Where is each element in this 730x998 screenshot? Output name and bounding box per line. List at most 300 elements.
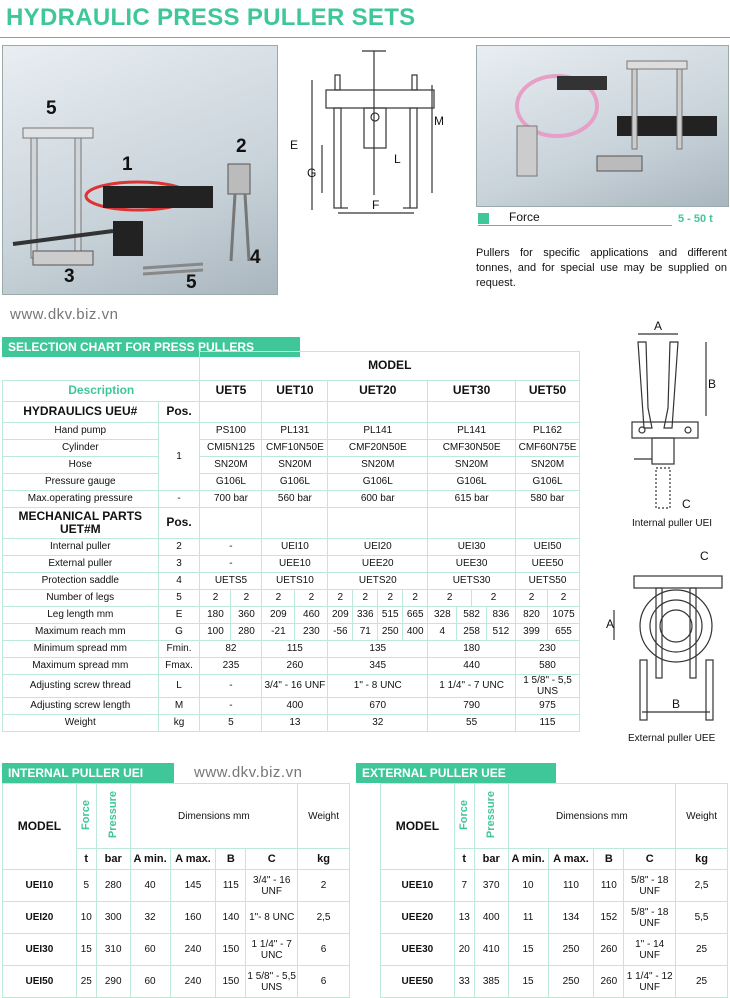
- split-cell: [516, 623, 580, 640]
- row-subvalue: 2: [352, 590, 377, 606]
- unit-header: A min.: [508, 849, 548, 870]
- split-cell: [328, 623, 428, 640]
- value-cell: 11: [508, 902, 548, 934]
- internal-dimensions-header: Dimensions mm: [130, 784, 297, 849]
- table-row: [3, 902, 350, 934]
- row-value: SN20M: [428, 456, 516, 473]
- row-value: UEI30: [428, 538, 516, 555]
- external-weight-header: Weight: [676, 784, 728, 849]
- row-value: 115: [516, 714, 580, 731]
- table-row: [381, 870, 728, 902]
- value-cell: 7: [454, 870, 474, 902]
- row-value: SN20M: [200, 456, 262, 473]
- unit-header: bar: [96, 849, 130, 870]
- value-cell: 6: [298, 966, 350, 998]
- row-value: UETS5: [200, 572, 262, 589]
- puller-set-illustration: [3, 46, 277, 294]
- row-label: Adjusting screw length: [3, 697, 159, 714]
- value-cell: 25: [76, 966, 96, 998]
- row-subvalue: 336: [352, 607, 377, 623]
- row-subvalue: 180: [207, 608, 224, 620]
- unit-header: C: [624, 849, 676, 870]
- internal-label-a: A: [654, 319, 663, 333]
- value-cell: 290: [96, 966, 130, 998]
- row-subvalue: -56: [333, 625, 348, 637]
- value-cell: 6: [298, 934, 350, 966]
- value-cell: 3/4" - 16 UNF: [246, 870, 298, 902]
- row-value: G106L: [200, 473, 262, 490]
- row-value: 55: [428, 714, 516, 731]
- drawing-crossbar: [326, 90, 434, 108]
- row-subvalue: 2: [275, 591, 282, 603]
- row-value: 13: [262, 714, 328, 731]
- table-row: [381, 966, 728, 998]
- row-value: UEE20: [328, 555, 428, 572]
- value-cell: 250: [548, 966, 594, 998]
- value-cell: 150: [216, 966, 246, 998]
- value-cell: 5: [76, 870, 96, 902]
- external-puller-table: [380, 783, 728, 998]
- split-cell: [428, 589, 516, 606]
- value-cell: 110: [548, 870, 594, 902]
- row-pos: Fmax.: [158, 657, 200, 674]
- external-puller-caption: External puller UEE: [628, 733, 716, 744]
- value-cell: 25: [676, 934, 728, 966]
- row-label: Number of legs: [3, 589, 159, 606]
- row-value: 135: [328, 640, 428, 657]
- row-value: PL162: [516, 422, 580, 439]
- pos-header-mechanical: Pos.: [158, 507, 200, 538]
- row-label: Minimum spread mm: [3, 640, 159, 657]
- model-cell: UEI30: [3, 934, 77, 966]
- row-label: Maximum reach mm: [3, 623, 159, 640]
- table-row: [381, 902, 728, 934]
- row-subvalue: 100: [207, 625, 224, 637]
- row-label: Maximum spread mm: [3, 657, 159, 674]
- external-force-header: Force: [457, 799, 470, 830]
- row-value: PL141: [328, 422, 428, 439]
- drawing-label-m: M: [434, 114, 444, 128]
- value-cell: 20: [454, 934, 474, 966]
- force-range: 5 - 50 t: [678, 213, 713, 225]
- row-value: 345: [328, 657, 428, 674]
- row-value: UETS30: [428, 572, 516, 589]
- unit-header: t: [76, 849, 96, 870]
- row-label: Internal puller: [3, 538, 159, 555]
- row-pos: 2: [158, 538, 200, 555]
- row-value: UEI50: [516, 538, 580, 555]
- internal-puller-caption: Internal puller UEI: [632, 518, 713, 529]
- row-subvalue: 399: [523, 625, 540, 637]
- watermark-top: www.dkv.biz.vn: [10, 306, 119, 323]
- max-pressure-value: 600 bar: [328, 490, 428, 507]
- row-value: 1 5/8" - 5,5 UNS: [516, 674, 580, 697]
- value-cell: 10: [76, 902, 96, 934]
- callout-5-bottom: 5: [186, 272, 197, 293]
- value-cell: 1" - 14 UNF: [624, 934, 676, 966]
- row-subvalue: 515: [377, 607, 402, 623]
- row-subvalue: 2: [212, 591, 219, 603]
- external-dimensions-header: Dimensions mm: [508, 784, 675, 849]
- internal-label-c: C: [682, 497, 691, 511]
- table-row: [3, 538, 580, 555]
- row-value: PL131: [262, 422, 328, 439]
- row-value: 235: [200, 657, 262, 674]
- value-cell: 280: [96, 870, 130, 902]
- value-cell: 385: [474, 966, 508, 998]
- internal-pressure-header: Pressure: [106, 790, 119, 839]
- model-uet30: UET30: [428, 380, 516, 401]
- model-uet5: UET5: [200, 380, 262, 401]
- table-row: [3, 934, 350, 966]
- row-value: 82: [200, 640, 262, 657]
- row-value: 115: [262, 640, 328, 657]
- row-subvalue: 258: [456, 624, 485, 640]
- row-value: -: [200, 697, 262, 714]
- row-pos: 4: [158, 572, 200, 589]
- value-cell: 15: [508, 934, 548, 966]
- row-value: -: [200, 555, 262, 572]
- value-cell: 10: [508, 870, 548, 902]
- model-uet10: UET10: [262, 380, 328, 401]
- model-header: MODEL: [200, 352, 580, 381]
- value-cell: 13: [454, 902, 474, 934]
- split-cell: [328, 606, 428, 623]
- row-label: Protection saddle: [3, 572, 159, 589]
- mechanical-title: MECHANICAL PARTS UET#M: [3, 507, 159, 538]
- row-value: 180: [428, 640, 516, 657]
- value-cell: 1 5/8" - 5,5 UNS: [246, 966, 298, 998]
- row-value: CMI5N125: [200, 439, 262, 456]
- row-value: -: [200, 538, 262, 555]
- row-value: CMF60N75E: [516, 439, 580, 456]
- split-cell: [516, 589, 580, 606]
- max-pressure-value: 700 bar: [200, 490, 262, 507]
- row-value: 260: [262, 657, 328, 674]
- row-subvalue: 655: [547, 624, 579, 640]
- row-subvalue: 836: [486, 607, 515, 623]
- max-pressure-value: 580 bar: [516, 490, 580, 507]
- row-label: Leg length mm: [3, 606, 159, 623]
- row-value: PL141: [428, 422, 516, 439]
- row-value: G106L: [516, 473, 580, 490]
- value-cell: 300: [96, 902, 130, 934]
- row-value: 230: [516, 640, 580, 657]
- row-subvalue: 2: [471, 590, 515, 606]
- callout-3: 3: [64, 266, 75, 287]
- description-header: Description: [3, 380, 200, 401]
- value-cell: 32: [130, 902, 170, 934]
- row-label: Weight: [3, 714, 159, 731]
- row-subvalue: 2: [294, 590, 327, 606]
- row-subvalue: 2: [547, 590, 579, 606]
- row-label: Cylinder: [3, 439, 159, 456]
- value-cell: 140: [216, 902, 246, 934]
- force-label: Force: [509, 210, 540, 224]
- table-row: [3, 640, 580, 657]
- unit-header: A max.: [548, 849, 594, 870]
- value-cell: 310: [96, 934, 130, 966]
- unit-header: C: [246, 849, 298, 870]
- force-marker: [478, 213, 489, 224]
- row-value: UEI20: [328, 538, 428, 555]
- row-pos: M: [158, 697, 200, 714]
- row-value: UETS10: [262, 572, 328, 589]
- row-value: 32: [328, 714, 428, 731]
- row-value: SN20M: [262, 456, 328, 473]
- row-label: Pressure gauge: [3, 473, 159, 490]
- row-label: External puller: [3, 555, 159, 572]
- row-value: 580: [516, 657, 580, 674]
- row-subvalue: 2: [446, 591, 453, 603]
- value-cell: 25: [676, 966, 728, 998]
- row-subvalue: 2: [377, 590, 402, 606]
- value-cell: 2,5: [298, 902, 350, 934]
- row-subvalue: 71: [352, 624, 377, 640]
- page-title: HYDRAULIC PRESS PULLER SETS: [6, 4, 416, 31]
- drawing-label-f: F: [372, 198, 380, 212]
- row-value: 670: [328, 697, 428, 714]
- row-subvalue: 2: [337, 591, 344, 603]
- unit-header: t: [454, 849, 474, 870]
- row-pos: Fmin.: [158, 640, 200, 657]
- row-value: 1" - 8 UNC: [328, 674, 428, 697]
- table-row: [3, 439, 580, 456]
- row-pos: G: [158, 623, 200, 640]
- value-cell: 260: [594, 966, 624, 998]
- table-row: [3, 674, 580, 697]
- split-cell: [200, 606, 262, 623]
- row-value: 975: [516, 697, 580, 714]
- table-row: [3, 697, 580, 714]
- external-pressure-header: Pressure: [484, 790, 497, 839]
- row-subvalue: 2: [528, 591, 535, 603]
- row-pos: L: [158, 674, 200, 697]
- split-cell: [200, 623, 262, 640]
- row-subvalue: 582: [456, 607, 485, 623]
- product-photo-set: [2, 45, 278, 295]
- value-cell: 150: [216, 934, 246, 966]
- row-subvalue: 820: [523, 608, 540, 620]
- model-uet50: UET50: [516, 380, 580, 401]
- row-subvalue: 512: [486, 624, 515, 640]
- drawing-label-e: E: [290, 138, 299, 152]
- external-label-b: B: [672, 697, 681, 711]
- hydraulics-title: HYDRAULICS UEU#: [3, 401, 159, 422]
- row-value: UETS50: [516, 572, 580, 589]
- row-value: 3/4" - 16 UNF: [262, 674, 328, 697]
- row-value: UEE30: [428, 555, 516, 572]
- value-cell: 15: [508, 966, 548, 998]
- row-value: CMF30N50E: [428, 439, 516, 456]
- table-row: [3, 714, 580, 731]
- table-row: [3, 606, 580, 623]
- unit-header: kg: [676, 849, 728, 870]
- row-subvalue: 1075: [547, 607, 579, 623]
- split-cell: [328, 589, 428, 606]
- row-value: SN20M: [328, 456, 428, 473]
- value-cell: 370: [474, 870, 508, 902]
- external-label-c: C: [700, 549, 709, 563]
- internal-force-header: Force: [79, 799, 92, 830]
- row-value: UEI10: [262, 538, 328, 555]
- split-cell: [516, 606, 580, 623]
- model-cell: UEI50: [3, 966, 77, 998]
- internal-puller-table: [2, 783, 350, 998]
- value-cell: 134: [548, 902, 594, 934]
- external-table-heading: EXTERNAL PULLER UEE: [356, 763, 556, 783]
- table-row: [3, 589, 580, 606]
- row-subvalue: -21: [271, 625, 286, 637]
- unit-header: B: [216, 849, 246, 870]
- unit-header: bar: [474, 849, 508, 870]
- row-subvalue: 2: [402, 590, 427, 606]
- force-rule: [478, 225, 672, 226]
- title-rule: [0, 37, 730, 38]
- split-cell: [262, 623, 328, 640]
- value-cell: 250: [548, 934, 594, 966]
- max-pressure-pos: -: [158, 490, 200, 507]
- row-value: PS100: [200, 422, 262, 439]
- table-row: [381, 934, 728, 966]
- value-cell: 145: [170, 870, 216, 902]
- value-cell: 33: [454, 966, 474, 998]
- row-pos: 5: [158, 589, 200, 606]
- internal-puller-drawing: [596, 318, 726, 533]
- row-subvalue: 360: [230, 607, 261, 623]
- value-cell: 410: [474, 934, 508, 966]
- value-cell: 115: [216, 870, 246, 902]
- model-cell: UEE30: [381, 934, 455, 966]
- value-cell: 2: [298, 870, 350, 902]
- pos-header-hydraulics: Pos.: [158, 401, 200, 422]
- selection-chart: [2, 351, 580, 732]
- row-value: 400: [262, 697, 328, 714]
- split-cell: [428, 623, 516, 640]
- selection-chart-heading: SELECTION CHART FOR PRESS PULLERS: [2, 337, 300, 357]
- split-cell: [428, 606, 516, 623]
- internal-table-heading: INTERNAL PULLER UEI: [2, 763, 174, 783]
- value-cell: 110: [594, 870, 624, 902]
- value-cell: 152: [594, 902, 624, 934]
- callout-4: 4: [250, 247, 261, 268]
- row-subvalue: 209: [331, 608, 349, 620]
- value-cell: 60: [130, 934, 170, 966]
- value-cell: 5/8" - 18 UNF: [624, 902, 676, 934]
- split-cell: [262, 606, 328, 623]
- row-value: CMF20N50E: [328, 439, 428, 456]
- table-row: [3, 870, 350, 902]
- value-cell: 240: [170, 966, 216, 998]
- row-subvalue: 280: [230, 624, 261, 640]
- drawing-label-l: L: [394, 152, 401, 166]
- value-cell: 160: [170, 902, 216, 934]
- model-uet20: UET20: [328, 380, 428, 401]
- row-value: 1 1/4" - 7 UNC: [428, 674, 516, 697]
- internal-label-b: B: [708, 377, 717, 391]
- row-label: Hand pump: [3, 422, 159, 439]
- table-row: [3, 555, 580, 572]
- table-row: [3, 657, 580, 674]
- table-row: [3, 623, 580, 640]
- row-subvalue: 665: [402, 607, 427, 623]
- row-value: G106L: [328, 473, 428, 490]
- row-subvalue: 400: [402, 624, 427, 640]
- value-cell: 15: [76, 934, 96, 966]
- table-row: [3, 473, 580, 490]
- value-cell: 240: [170, 934, 216, 966]
- value-cell: 400: [474, 902, 508, 934]
- row-subvalue: 209: [270, 608, 287, 620]
- row-value: G106L: [262, 473, 328, 490]
- row-subvalue: 328: [433, 608, 451, 620]
- row-value: UETS20: [328, 572, 428, 589]
- row-subvalue: 250: [377, 624, 402, 640]
- callout-2: 2: [236, 136, 247, 157]
- row-label: Hose: [3, 456, 159, 473]
- model-cell: UEI10: [3, 870, 77, 902]
- external-label-a: A: [606, 617, 615, 631]
- row-value: -: [200, 674, 262, 697]
- value-cell: 2,5: [676, 870, 728, 902]
- value-cell: 5,5: [676, 902, 728, 934]
- row-value: 790: [428, 697, 516, 714]
- table-row: [3, 456, 580, 473]
- table-row: [3, 966, 350, 998]
- unit-header: B: [594, 849, 624, 870]
- external-model-header: MODEL: [381, 784, 455, 870]
- row-value: UEE10: [262, 555, 328, 572]
- callout-1: 1: [122, 154, 133, 175]
- watermark-bottom: www.dkv.biz.vn: [194, 764, 303, 781]
- row-value: CMF10N50E: [262, 439, 328, 456]
- max-pressure-value: 615 bar: [428, 490, 516, 507]
- row-pos: kg: [158, 714, 200, 731]
- split-cell: [200, 589, 262, 606]
- row-subvalue: 2: [230, 590, 261, 606]
- drawing-label-g: G: [307, 166, 317, 180]
- row-subvalue: 230: [294, 624, 327, 640]
- value-cell: 1"- 8 UNC: [246, 902, 298, 934]
- table-row: [3, 422, 580, 439]
- model-cell: UEE20: [381, 902, 455, 934]
- row-value: UEE50: [516, 555, 580, 572]
- product-photo-right: [476, 45, 729, 207]
- row-subvalue: 4: [439, 625, 446, 637]
- row-value: 440: [428, 657, 516, 674]
- row-pos: 3: [158, 555, 200, 572]
- row-value: SN20M: [516, 456, 580, 473]
- unit-header: A min.: [130, 849, 170, 870]
- max-pressure-label: Max.operating pressure: [3, 490, 159, 507]
- row-value: 5: [200, 714, 262, 731]
- press-puller-drawing: [282, 45, 467, 225]
- model-cell: UEI20: [3, 902, 77, 934]
- row-value: G106L: [428, 473, 516, 490]
- max-pressure-value: 560 bar: [262, 490, 328, 507]
- row-pos: 1: [158, 422, 200, 490]
- internal-weight-header: Weight: [298, 784, 350, 849]
- value-cell: 1 1/4" - 7 UNC: [246, 934, 298, 966]
- value-cell: 60: [130, 966, 170, 998]
- value-cell: 1 1/4" - 12 UNF: [624, 966, 676, 998]
- value-cell: 5/8" - 18 UNF: [624, 870, 676, 902]
- callout-5-top: 5: [46, 98, 57, 119]
- external-puller-drawing: [604, 540, 726, 735]
- row-label: Adjusting screw thread: [3, 674, 159, 697]
- value-cell: 40: [130, 870, 170, 902]
- model-cell: UEE10: [381, 870, 455, 902]
